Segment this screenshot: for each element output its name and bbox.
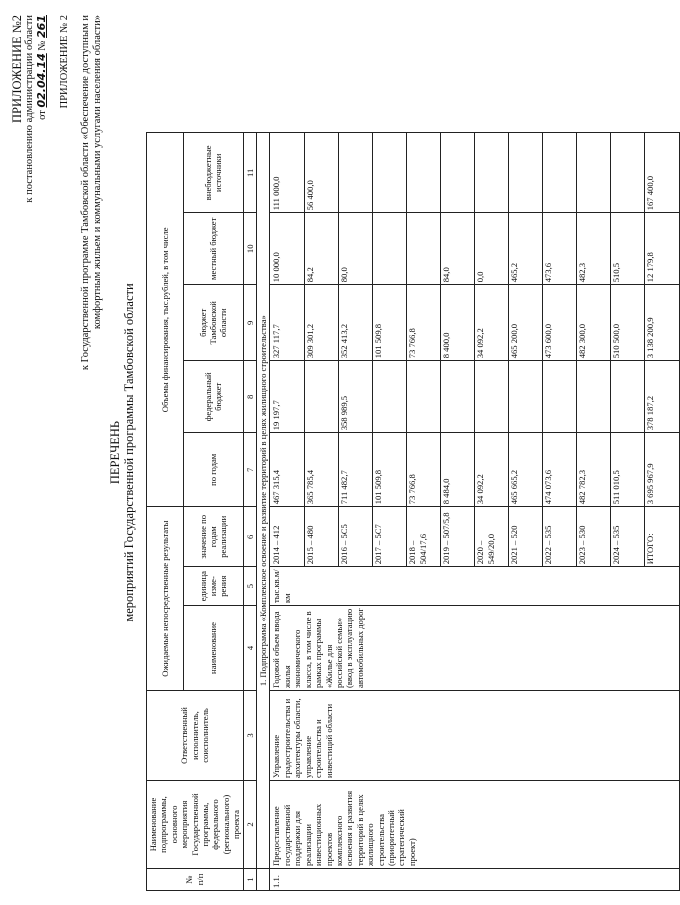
federal-value: 19 197,7	[271, 361, 305, 432]
row-result-name: Годовой объем ввода жилья экономического класса, в том числе в рамках программы «Жилье для российской семьи» (ввод в эксплуатацию автомобильных дорог	[270, 606, 680, 691]
header-res-value: значение по годам реализации	[183, 507, 243, 567]
regional-value: 352 413,2	[339, 285, 373, 360]
col-number: 3	[243, 691, 256, 781]
header-num: № п/п	[147, 869, 244, 891]
row-unit: тыс.кв.м/ км	[270, 567, 680, 606]
col-number: 4	[243, 606, 256, 691]
regional-value: 8 400,0	[441, 285, 475, 360]
header-executor: Ответственный исполнитель, соисполнитель	[147, 691, 244, 781]
federal-value	[543, 361, 577, 432]
local-values	[270, 213, 680, 285]
local-value: 473,6	[543, 213, 577, 284]
federal-value	[407, 361, 441, 432]
extra-value	[373, 133, 407, 212]
local-value	[373, 213, 407, 284]
year-target: 2014 – 412	[271, 507, 305, 566]
federal-value	[577, 361, 611, 432]
federal-total: 378 187,2	[645, 395, 656, 431]
federal-value	[441, 361, 475, 432]
header-by-year: по годам	[183, 433, 243, 507]
year-target: 2019 – 507/5,8	[441, 507, 475, 566]
appendix-line2: к Государственной программе Тамбовской области «Обеспечение доступным и	[80, 15, 91, 371]
regional-value: 510 500,0	[611, 285, 645, 360]
appendix-title2: ПРИЛОЖЕНИЕ № 2	[59, 15, 70, 109]
federal-values	[270, 361, 680, 433]
regional-value: 73 766,8	[407, 285, 441, 360]
regional-value: 34 092,2	[475, 285, 509, 360]
year-targets	[270, 507, 680, 567]
extra-value	[407, 133, 441, 212]
heading-title: ПЕРЕЧЕНЬ	[108, 420, 122, 485]
local-value: 465,2	[509, 213, 543, 284]
extra-value: 111 000,0	[271, 133, 305, 212]
year-target: 2015 – 480	[305, 507, 339, 566]
year-total: 474 073,6	[543, 433, 577, 506]
regional-value: 327 117,7	[271, 285, 305, 360]
year-total: 34 092,2	[475, 433, 509, 506]
regional-value: 309 301,2	[305, 285, 339, 360]
col-number: 1	[243, 869, 256, 891]
federal-value	[305, 361, 339, 432]
total-label: ИТОГО:	[645, 533, 656, 565]
regional-value: 482 300,0	[577, 285, 611, 360]
header-extra: внебюджетные источники	[183, 133, 243, 213]
local-value: 84,2	[305, 213, 339, 284]
subprogram-row	[257, 133, 270, 891]
year-total: 101 509,8	[373, 433, 407, 506]
year-total: 365 785,4	[305, 433, 339, 506]
appendix-subtext	[80, 15, 104, 545]
extra-value	[543, 133, 577, 212]
year-target: 2020 – 549/20,0	[475, 507, 509, 566]
appendix-block	[10, 15, 71, 345]
extra-value	[577, 133, 611, 212]
local-value: 0,0	[475, 213, 509, 284]
page-heading	[108, 0, 136, 905]
header-res-unit: единица изме-рения	[183, 567, 243, 606]
table-row	[270, 133, 680, 891]
year-totals	[270, 433, 680, 507]
year-total: 465 665,2	[509, 433, 543, 506]
handwritten-number: 261	[35, 15, 48, 38]
col-number: 2	[243, 781, 256, 869]
header-name: Наименование подпрограммы, основного мероприятия Государственной программы, федерального (регионального) проекта	[147, 781, 244, 869]
row-name: Предоставление государственной поддержки для реализации инвестиционных проектов комплексного освоения и развития территорий в целях жилищного строительства (приоритетный стратегический проект)	[270, 781, 680, 869]
header-local: местный бюджет	[183, 213, 243, 285]
measures-table	[146, 132, 680, 891]
appendix-title: ПРИЛОЖЕНИЕ №2	[10, 15, 24, 124]
col-number: 6	[243, 507, 256, 567]
column-number-row	[243, 133, 256, 891]
year-target: 2016 – 5С5	[339, 507, 373, 566]
federal-value	[509, 361, 543, 432]
subprogram-spacer	[257, 869, 270, 891]
header-row-1	[147, 133, 184, 891]
federal-value	[611, 361, 645, 432]
appendix-line3: комфортным жильем и коммунальными услугами населения области»	[92, 15, 103, 330]
local-value: 482,3	[577, 213, 611, 284]
date-prefix: от	[37, 110, 48, 120]
year-target: 2017 – 5С7	[373, 507, 407, 566]
header-results: Ожидаемые непосредственные результаты	[147, 507, 184, 691]
year-target: 2022 – 535	[543, 507, 577, 566]
heading-subtitle: мероприятий Государственной программы Тамбовской области	[122, 283, 136, 622]
col-number: 9	[243, 285, 256, 361]
extra-value	[475, 133, 509, 212]
header-federal: федеральный бюджет	[183, 361, 243, 433]
local-total: 12 179,8	[645, 252, 656, 283]
extra-value	[441, 133, 475, 212]
extra-value	[509, 133, 543, 212]
subprogram-title: 1. Подпрограмма «Комплексное освоение и развитие территорий в целях жилищного строительства»	[257, 133, 270, 869]
col-number: 11	[243, 133, 256, 213]
year-total: 467 315,4	[271, 433, 305, 506]
year-total: 73 766,8	[407, 433, 441, 506]
local-value: 10 000,0	[271, 213, 305, 284]
appendix-line1: к постановлению администрации области	[24, 15, 35, 203]
regional-value: 473 600,0	[543, 285, 577, 360]
local-value: 84,0	[441, 213, 475, 284]
year-total: 711 482,7	[339, 433, 373, 506]
extra-value: 56 400,0	[305, 133, 339, 212]
year-target: 2023 – 530	[577, 507, 611, 566]
row-num: 1.1.	[270, 869, 680, 891]
col-number: 7	[243, 433, 256, 507]
header-res-name: наименование	[183, 606, 243, 691]
year-target: 2018 – 504/17,6	[407, 507, 441, 566]
federal-value	[475, 361, 509, 432]
regional-values	[270, 285, 680, 361]
col-number: 5	[243, 567, 256, 606]
regional-value: 101 509,8	[373, 285, 407, 360]
federal-value	[373, 361, 407, 432]
extra-values	[270, 133, 680, 213]
regional-value: 465 200,0	[509, 285, 543, 360]
local-value: 510,5	[611, 213, 645, 284]
regional-total: 3 138 200,9	[645, 317, 656, 359]
extra-value	[611, 133, 645, 212]
year-total: 511 010,5	[611, 433, 645, 506]
grand-total: 3 695 967,9	[645, 463, 656, 505]
extra-total: 167 400,0	[645, 175, 656, 211]
year-target: 2021 – 520	[509, 507, 543, 566]
year-total: 8 484,0	[441, 433, 475, 506]
federal-value: 358 989,5	[339, 361, 373, 432]
header-finance: Объемы финансирования, тыс.рублей, в том числе	[147, 133, 184, 507]
extra-value	[339, 133, 373, 212]
local-value	[407, 213, 441, 284]
handwritten-date: 02.04.14	[35, 53, 48, 108]
year-total: 482 782,3	[577, 433, 611, 506]
number-prefix: №	[37, 40, 48, 51]
col-number: 10	[243, 213, 256, 285]
col-number: 8	[243, 361, 256, 433]
header-regional: бюджет Тамбовской области	[183, 285, 243, 361]
appendix-date-line	[36, 15, 49, 345]
row-executor: Управление градостроительства и архитектуры области, управление строительства и инвестиций области	[270, 691, 680, 781]
local-value: 80,0	[339, 213, 373, 284]
year-target: 2024 – 535	[611, 507, 645, 566]
